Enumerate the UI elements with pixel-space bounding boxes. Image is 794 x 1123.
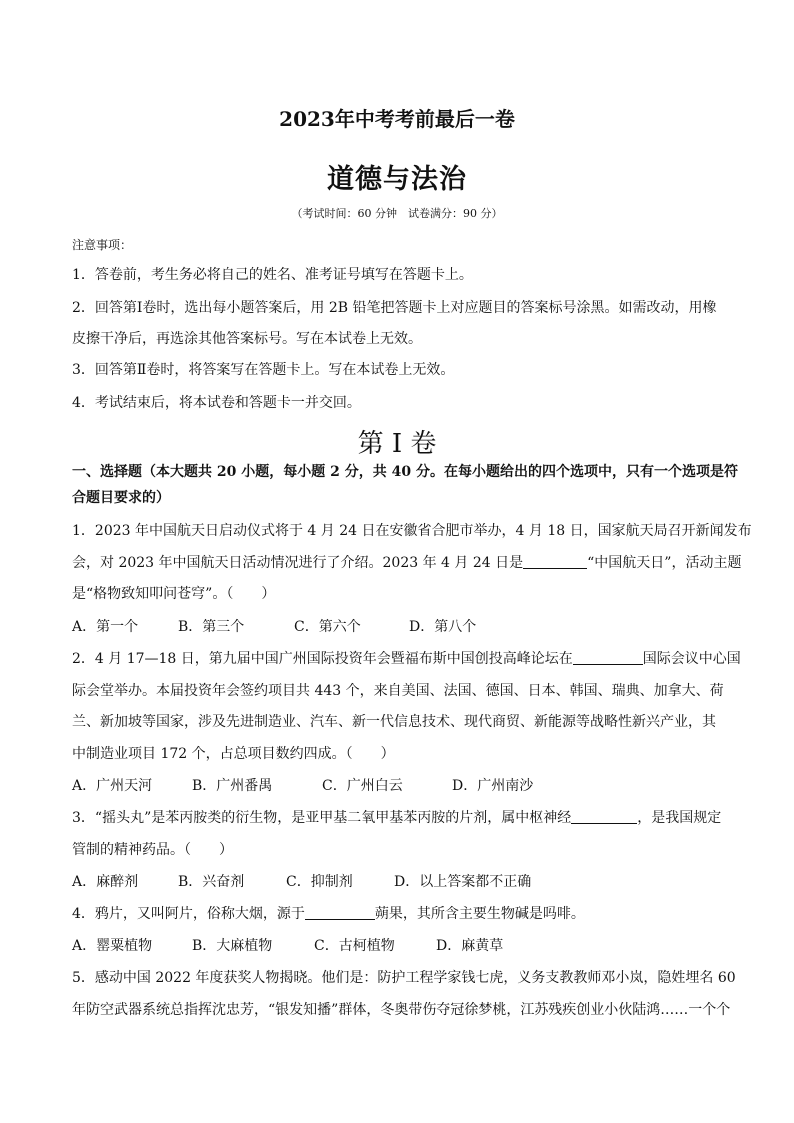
option: B．兴奋剂 xyxy=(178,874,245,890)
question-text: 是“格物致知叩问苍穹”。（ ） xyxy=(72,586,276,602)
option: B．广州番禺 xyxy=(192,778,273,794)
answer-blank xyxy=(573,650,643,665)
option: D．以上答案都不正确 xyxy=(394,874,532,890)
question-text xyxy=(72,809,721,827)
option: A．广州天河 xyxy=(72,778,153,794)
question-text: 年防空武器系统总指挥沈忠芳，“银发知播”群体，冬奥带伤夺冠徐梦桃，江苏残疾创业小伙陆鸿……一个个 xyxy=(72,1002,731,1018)
question-text-part: 2．4 月 17—18 日，第九届中国广州国际投资年会暨福布斯中国创投高峰论坛在 xyxy=(72,651,573,667)
question-text xyxy=(72,650,741,668)
question-text-part: 3．“摇头丸”是苯丙胺类的衍生物，是亚甲基二氧甲基苯丙胺的片剂，属中枢神经 xyxy=(72,810,572,826)
note-item: 2．回答第Ⅰ卷时，选出每小题答案后，用 2B 铅笔把答题卡上对应题目的答案标号涂黑。如需改动，用橡 xyxy=(72,300,717,316)
exam-title: 2023年中考考前最后一卷 xyxy=(279,107,515,131)
question-text: 5．感动中国 2022 年度获奖人物揭晓。他们是：防护工程学家钱七虎，义务支教教师邓小岚，隐姓埋名 60 xyxy=(72,970,736,986)
question-text: 管制的精神药品。（ ） xyxy=(72,842,233,858)
option: A．麻醉剂 xyxy=(72,874,139,890)
answer-blank xyxy=(523,554,587,569)
question-text: 兰、新加坡等国家，涉及先进制造业、汽车、新一代信息技术、现代商贸、新能源等战略性新兴产业，其 xyxy=(72,714,716,730)
question-text-part: ，是我国规定 xyxy=(637,810,722,826)
question-text xyxy=(72,554,741,572)
answer-blank xyxy=(305,905,375,920)
option: D．第八个 xyxy=(409,619,477,635)
option: B．大麻植物 xyxy=(192,938,273,954)
question-text: 际会堂举办。本届投资年会签约项目共 443 个，来自美国、法国、德国、日本、韩国、瑞典、加拿大、荷 xyxy=(72,683,724,699)
question-options xyxy=(72,777,533,795)
question-text-part: “中国航天日”，活动主题 xyxy=(587,555,742,571)
option: A．罂粟植物 xyxy=(72,938,153,954)
note-item: 4．考试结束后，将本试卷和答题卡一并交回。 xyxy=(72,395,361,411)
question-text-part: 蒴果，其所含主要生物碱是吗啡。 xyxy=(374,906,585,922)
note-item: 3．回答第Ⅱ卷时，将答案写在答题卡上。写在本试卷上无效。 xyxy=(72,362,455,378)
question-options xyxy=(72,937,503,955)
notes-heading: 注意事项： xyxy=(72,238,133,252)
section-instruction: 合题目要求的） xyxy=(72,490,170,506)
answer-blank xyxy=(571,809,637,824)
question-text-part: 会，对 2023 年中国航天日活动情况进行了介绍。2023 年 4 月 24 日是 xyxy=(72,555,524,571)
note-item: 1．答卷前，考生务必将自己的姓名、准考证号填写在答题卡上。 xyxy=(72,267,473,283)
question-text xyxy=(72,905,585,923)
option: D．麻黄草 xyxy=(436,938,504,954)
question-text: 中制造业项目 172 个，占总项目数约四成。（ ） xyxy=(72,746,395,762)
option: D．广州南沙 xyxy=(452,778,534,794)
volume-heading: 第 I 卷 xyxy=(357,429,437,459)
question-options xyxy=(72,618,476,636)
option: B．第三个 xyxy=(178,619,245,635)
exam-meta: （考试时间：60 分钟 试卷满分：90 分） xyxy=(291,207,503,220)
option: C．第六个 xyxy=(294,619,361,635)
question-text-part: 国际会议中心国 xyxy=(642,651,741,667)
option: A．第一个 xyxy=(72,619,139,635)
section-instruction: 一、选择题（本大题共 20 小题，每小题 2 分，共 40 分。在每小题给出的四个选项中，只有一个选项是符 xyxy=(72,464,738,480)
subject-title: 道德与法治 xyxy=(327,164,467,195)
option: C．广州白云 xyxy=(322,778,403,794)
question-options xyxy=(72,873,531,891)
question-text-part: 4．鸦片，又叫阿片，俗称大烟，源于 xyxy=(72,906,305,922)
note-item: 皮擦干净后，再选涂其他答案标号。写在本试卷上无效。 xyxy=(72,331,422,347)
option: C．抑制剂 xyxy=(286,874,353,890)
question-text: 1．2023 年中国航天日启动仪式将于 4 月 24 日在安徽省合肥市举办，4 月 18 日，国家航天局召开新闻发布 xyxy=(72,523,752,539)
option: C．古柯植物 xyxy=(314,938,395,954)
